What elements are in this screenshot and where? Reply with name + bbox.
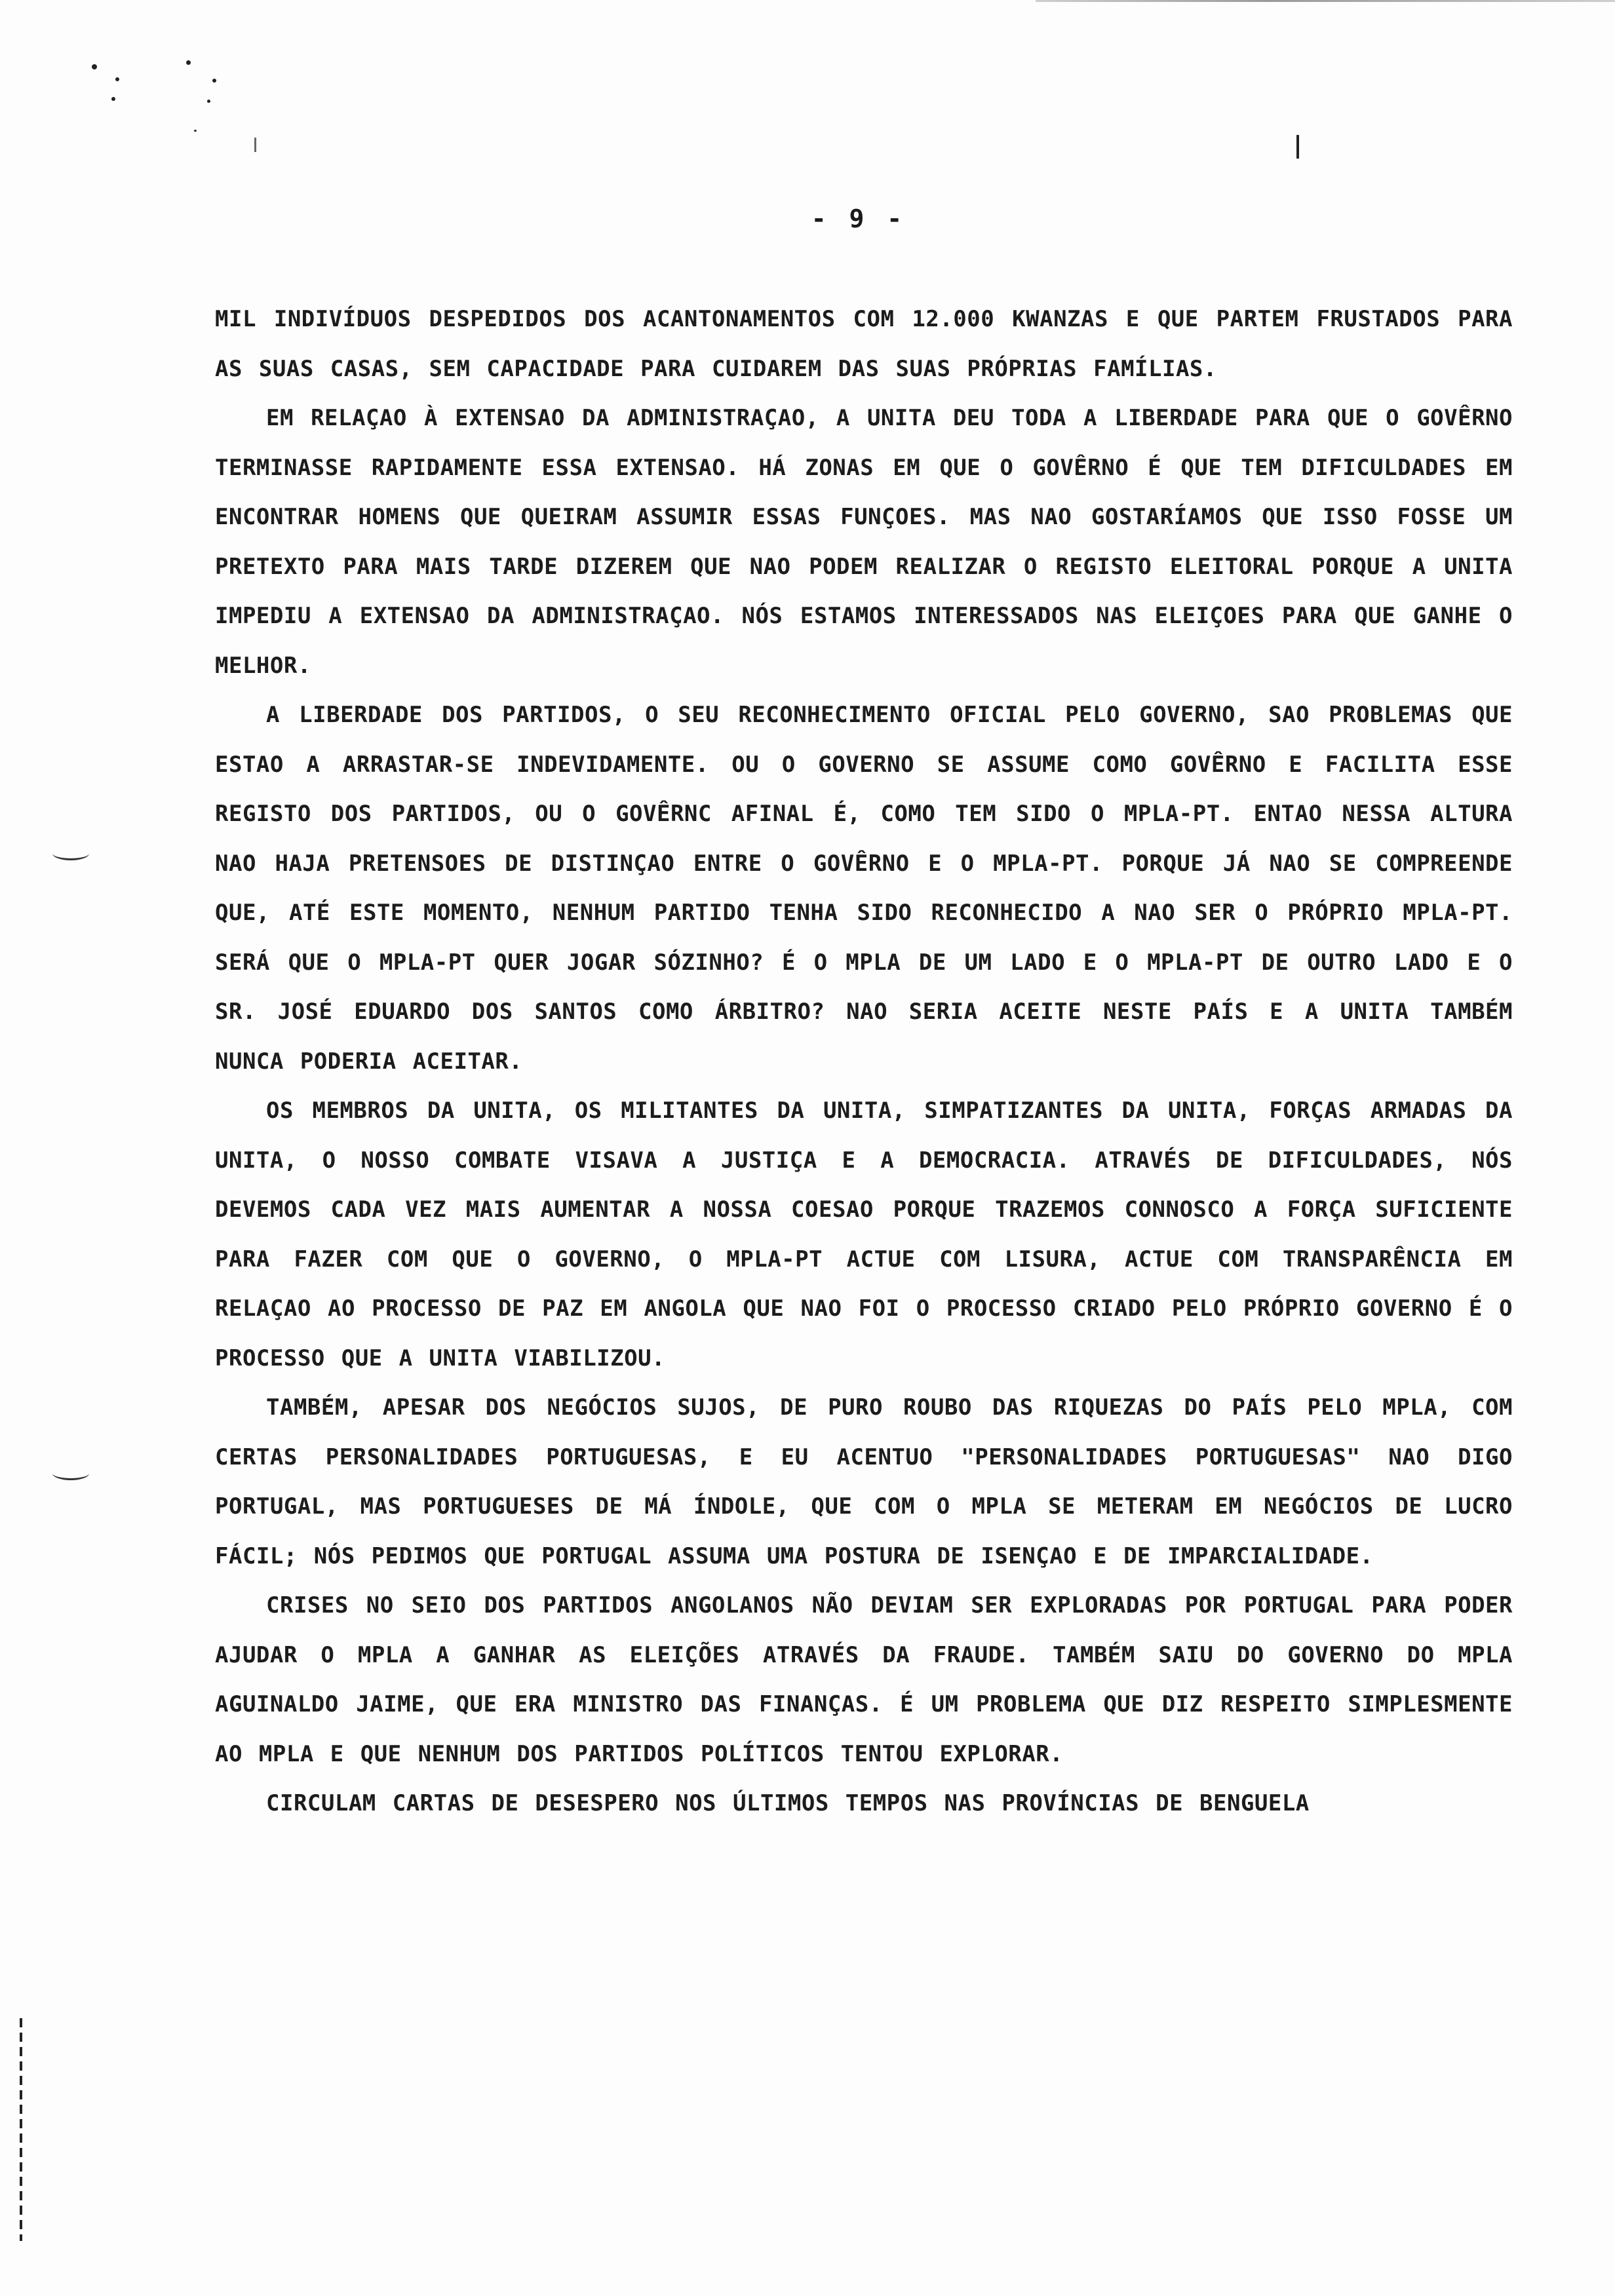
scan-tick [1296, 135, 1299, 159]
binder-marks [20, 2018, 22, 2241]
scan-top-edge [1036, 0, 1615, 2]
scan-tick [254, 138, 256, 152]
scan-speck [111, 97, 115, 101]
body-text [215, 295, 1513, 1829]
margin-bracket [52, 847, 89, 860]
scan-speck [186, 60, 191, 65]
scan-speck [115, 77, 119, 81]
paragraph: MIL INDIVÍDUOS DESPEDIDOS DOS ACANTONAMENTOS COM 12.000 KWANZAS E QUE PARTEM FRUSTADOS PARA AS SUAS CASAS, SEM CAPACIDADE PARA CUIDAREM DAS SUAS PRÓPRIAS FAMÍLIAS. [215, 306, 1513, 382]
scan-speck [92, 64, 97, 69]
page-number: - 9 - [811, 204, 906, 233]
paragraph: CRISES NO SEIO DOS PARTIDOS ANGOLANOS NÃO DEVIAM SER EXPLORADAS POR PORTUGAL PARA PODER AJUDAR O MPLA A GANHAR AS ELEIÇÕES ATRAVÉS DA FRAUDE. TAMBÉM SAIU DO GOVERNO DO MPLA AGUINALDO JAIME, QUE ERA MINISTRO DAS FINANÇAS. É UM PROBLEMA QUE DIZ RESPEITO SIMPLESMENTE AO MPLA E QUE NENHUM DOS PARTIDOS POLÍTICOS TENTOU EXPLORAR. [215, 1592, 1513, 1767]
scan-speck [194, 130, 197, 132]
scan-speck [212, 79, 216, 83]
scan-speck [207, 100, 210, 103]
paragraph: CIRCULAM CARTAS DE DESESPERO NOS ÚLTIMOS TEMPOS NAS PROVÍNCIAS DE BENGUELA [266, 1790, 1310, 1816]
margin-bracket [52, 1466, 89, 1480]
paragraph: EM RELAÇAO À EXTENSAO DA ADMINISTRAÇAO, A UNITA DEU TODA A LIBERDADE PARA QUE O GOVÊRNO TERMINASSE RAPIDAMENTE ESSA EXTENSAO. HÁ ZONAS EM QUE O GOVÊRNO É QUE TEM DIFICULDADES EM ENCONTRAR HOMENS QUE QUEIRAM ASSUMIR ESSAS FUNÇOES. MAS NAO GOSTARÍAMOS QUE ISSO FOSSE UM PRETEXTO PARA MAIS TARDE DIZEREM QUE NAO PODEM REALIZAR O REGISTO ELEITORAL PORQUE A UNITA IMPEDIU A EXTENSAO DA ADMINISTRAÇAO. NÓS ESTAMOS INTERESSADOS NAS ELEIÇOES PARA QUE GANHE O MELHOR. [215, 405, 1513, 679]
paragraph: TAMBÉM, APESAR DOS NEGÓCIOS SUJOS, DE PURO ROUBO DAS RIQUEZAS DO PAÍS PELO MPLA, COM CERTAS PERSONALIDADES PORTUGUESAS, E EU ACENTUO "PERSONALIDADES PORTUGUESAS" NAO DIGO PORTUGAL, MAS PORTUGUESES DE MÁ ÍNDOLE, QUE COM O MPLA SE METERAM EM NEGÓCIOS DE LUCRO FÁCIL; NÓS PEDIMOS QUE PORTUGAL ASSUMA UMA POSTURA DE ISENÇAO E DE IMPARCIALIDADE. [215, 1394, 1513, 1569]
paragraph: A LIBERDADE DOS PARTIDOS, O SEU RECONHECIMENTO OFICIAL PELO GOVERNO, SAO PROBLEMAS QUE ESTAO A ARRASTAR-SE INDEVIDAMENTE. OU O GOVERNO SE ASSUME COMO GOVÊRNO E FACILITA ESSE REGISTO DOS PARTIDOS, OU O GOVÊRNC AFINAL É, COMO TEM SIDO O MPLA-PT. ENTAO NESSA ALTURA NAO HAJA PRETENSOES DE DISTINÇAO ENTRE O GOVÊRNO E O MPLA-PT. PORQUE JÁ NAO SE COMPREENDE QUE, ATÉ ESTE MOMENTO, NENHUM PARTIDO TENHA SIDO RECONHECIDO A NAO SER O PRÓPRIO MPLA-PT. SERÁ QUE O MPLA-PT QUER JOGAR SÓZINHO? É O MPLA DE UM LADO E O MPLA-PT DE OUTRO LADO E O SR. JOSÉ EDUARDO DOS SANTOS COMO ÁRBITRO? NAO SERIA ACEITE NESTE PAÍS E A UNITA TAMBÉM NUNCA PODERIA ACEITAR. [215, 702, 1513, 1075]
paragraph: OS MEMBROS DA UNITA, OS MILITANTES DA UNITA, SIMPATIZANTES DA UNITA, FORÇAS ARMADAS DA UNITA, O NOSSO COMBATE VISAVA A JUSTIÇA E A DEMOCRACIA. ATRAVÉS DE DIFICULDADES, NÓS DEVEMOS CADA VEZ MAIS AUMENTAR A NOSSA COESAO PORQUE TRAZEMOS CONNOSCO A FORÇA SUFICIENTE PARA FAZER COM QUE O GOVERNO, O MPLA-PT ACTUE COM LISURA, ACTUE COM TRANSPARÊNCIA EM RELAÇAO AO PROCESSO DE PAZ EM ANGOLA QUE NAO FOI O PROCESSO CRIADO PELO PRÓPRIO GOVERNO É O PROCESSO QUE A UNITA VIABILIZOU. [215, 1098, 1513, 1371]
